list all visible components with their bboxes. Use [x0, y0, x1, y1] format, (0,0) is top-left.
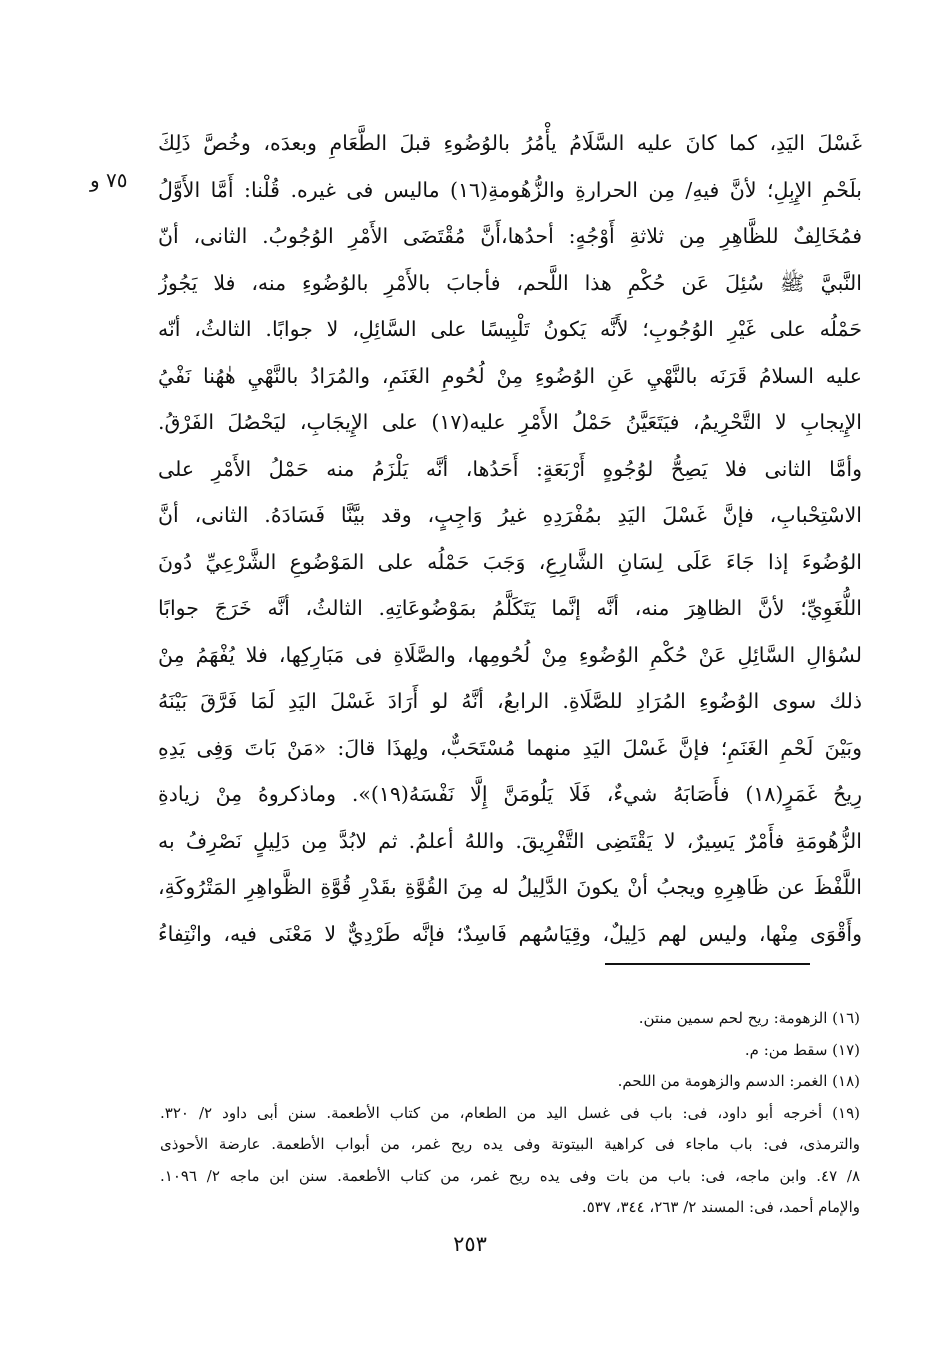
- manuscript-folio-marker: ٧٥ و: [90, 168, 128, 192]
- text-line: النَّبيَّ ﷺ سُئِلَ عَن حُكْمِ هذا اللَّحم، فأجابَ بالأَمْرِ بالوُضُوءِ منه، فلا يَجُوزُ: [158, 270, 862, 295]
- footnote-line: والترمذى، فى: باب ماجاء فى كراهية البيتوتة وفى يده ريح غمر، من أبواب الأطعمة. عارضة الأحوذى: [160, 1135, 860, 1153]
- text-line: حَمْلُه على غَيْرِ الوُجُوبِ؛ لأَنَّه يَكونُ تَلْبِيسًا على السَّائِلِ، لا جوابًا. الثالثُ، أنّه: [158, 317, 862, 341]
- text-line: بلَحْمِ الإِبِلِ؛ لأنَّ فيهِ/ مِن الحرارةِ والزُّهُومةِ(١٦) ماليس فى غيره. قُلْنا: أَمَّا الأَوَّلُ: [158, 177, 862, 202]
- text-line: غَسْلَ اليَدِ، كما كانَ عليه السَّلَامُ يأْمُرُ بالوُضُوءِ قبلَ الطَّعَامِ وبعدَه، وخُصَّ ذَلِكَ: [158, 131, 862, 155]
- footnote-line: (١٦) الزهومة: ريح لحم سمين منتن.: [638, 1009, 860, 1027]
- footnote-line: (١٨) الغمر: الدسم والزهومة من اللحم.: [617, 1072, 860, 1090]
- footnote-line: والإمام أحمد، فى: المسند ٢/ ٢٦٣، ٣٤٤، ٥٣٧.: [581, 1198, 860, 1216]
- text-line: اللَّفْظَ عن ظَاهِرِهِ ويجبُ أنْ يكونَ الدَّلِيلُ له مِنَ القُوَّةِ بقَدْرِ قُوَّةِ الظَّواهِرِ المَتْرُوكَةِ،: [158, 875, 862, 899]
- page-number: ٢٥٣: [453, 1232, 487, 1256]
- text-line: وبَيْنَ لَحْمِ الغَنَمِ؛ فإنَّ غَسْلَ اليَدِ منهما مُسْتَحَبٌّ، ولِهذَا قالَ: «مَنْ بَاتَ وَفِى يَدِهِ: [158, 735, 862, 760]
- text-line: اللُّغَوِيِّ؛ لأنَّ الظاهِرَ منه، أنَّه إنَّما يَتَكَلَّمُ بمَوْضُوعَاتِهِ. الثالثُ، أنَّه خَرَجَ جوابًا: [158, 596, 862, 620]
- footnote-line: (١٩) أخرجه أبو داود، فى: باب فى غسل اليد من الطعام، من كتاب الأطعمة. سنن أبى داود ٢/ ٣٢٠.: [160, 1103, 860, 1122]
- text-line: الإِيجابِ لا التَّحْرِيمُ، فيَتَعَيَّنُ حَمْلُ الأَمْرِ عليه(١٧) على الإِيجَابِ، ليَحْصُلَ الفَرْقُ.: [158, 410, 862, 434]
- text-line: الاسْتِحْبابِ، فإنَّ غَسْلَ اليَدِ بمُفْرَدِهِ غيرُ وَاجِبٍ، وقد بيَّنَّا فَسَادَهُ. الثانى، أنَّ: [158, 503, 862, 527]
- text-line: الزُّهُومَةِ فأَمْرٌ يَسِيرٌ، لا يَقْتَضِى التَّفْرِيقَ. واللهُ أعلمُ. ثم لابُدَّ مِن دَلِيلٍ نَصْرِفُ به: [158, 828, 862, 853]
- text-line: وأمَّا الثانى فلا يَصِحُّ لوُجُوهٍ أَرْبَعَةٍ: أَحَدُها، أنَّه يَلْزَمُ منه حَمْلُ الأَمْرِ على: [158, 456, 862, 481]
- text-line: وأَقْوَى مِنْها، وليس لهم دَلِيلٌ، وقِيَاسُهم فَاسِدٌ؛ فإنَّه طَرْدِيٌّ لا مَعْنَى فيه، وانْتِفاءُ: [158, 921, 862, 946]
- text-line: الوُضُوءَ إذا جَاءَ عَلَى لِسَانِ الشَّارِعِ، وَجَبَ حَمْلُه على المَوْضُوعِ الشَّرْعِيِّ دُونَ: [158, 549, 862, 574]
- text-line: لسُؤالِ السَّائِلِ عَنْ حُكْمِ الوُضُوءِ مِنْ لُحُومِها، والصَّلَاةِ فى مَبَارِكِها، فلا يُفْهَمُ مِنْ: [158, 642, 862, 667]
- text-line: رِيحُ غَمَرٍ(١٨) فأَصَابَهُ شيءٌ، فَلَا يَلُومَنَّ إِلَّا نَفْسَهُ(١٩)». وماذكروهُ مِنْ زيادةِ: [158, 782, 862, 806]
- footnote-line: (١٧) سقط من: م.: [744, 1040, 860, 1059]
- main-text-block: [158, 120, 862, 957]
- footnote-separator: [605, 963, 810, 965]
- text-line: عليه السلامُ قَرَنَه بالنَّهْيِ عَنِ الوُضُوءِ مِنْ لُحُومِ الغَنَمِ، والمُرَادُ بالنَّهْيِ هٰهُنا نَفْيُ: [158, 363, 862, 388]
- footnotes-block: [160, 1003, 860, 1224]
- footnote-line: ٨/ ٤٧. وابن ماجه، فى: باب من بات وفى يده ريح غمر، من كتاب الأطعمة. سنن ابن ماجه ٢/ ١٠٩٦.: [160, 1166, 860, 1185]
- text-line: فمُخَالِفٌ للظَّاهِرِ مِن ثلاثةِ أَوْجُهٍ: أحدُها،أَنَّ مُقْتَضَى الأَمْرِ الوُجُوبُ. الثانى، أنّ: [158, 224, 862, 248]
- text-line: ذلك سوى الوُضُوءِ المُرَادِ للصَّلَاةِ. الرابعُ، أنَّهُ لو أَرَادَ غَسْلَ اليَدِ لَمَا فَرَّقَ بَيْنَهُ: [158, 689, 862, 713]
